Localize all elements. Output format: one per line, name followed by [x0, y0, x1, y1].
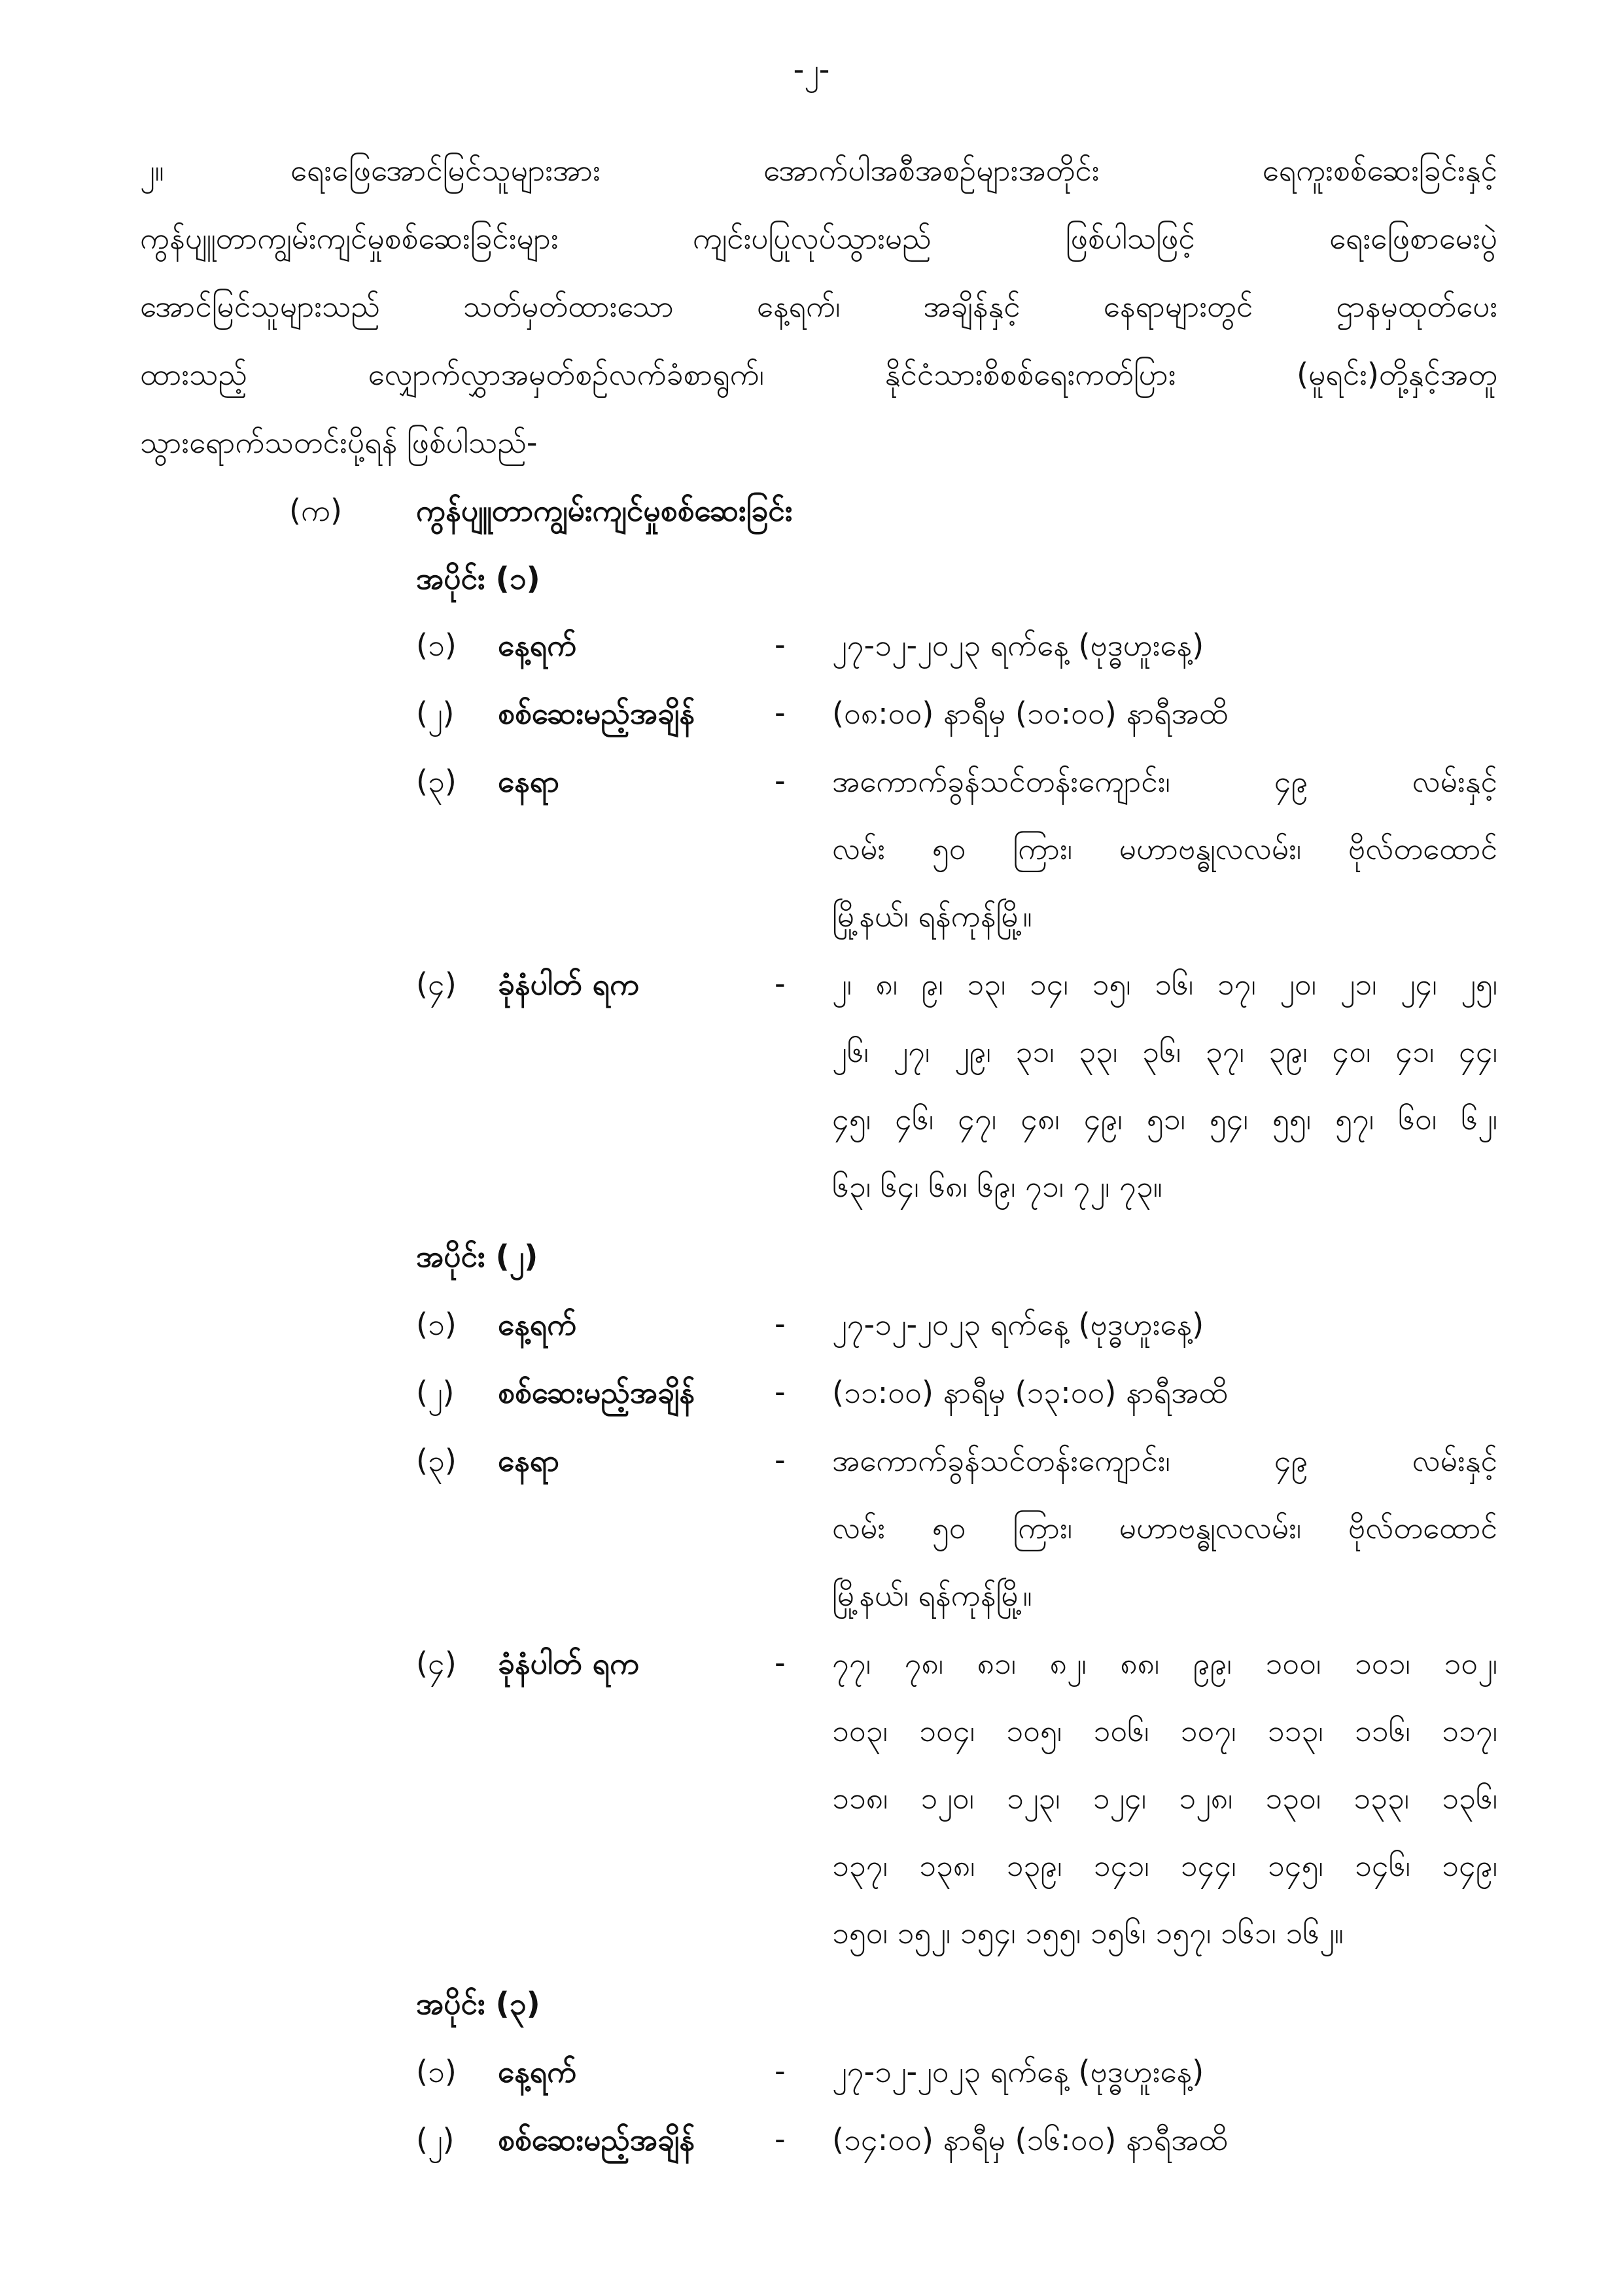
row-number: (၁) — [416, 627, 457, 663]
row-dash: - — [775, 1442, 786, 1477]
value-line: လမ်း ၅၀ ကြား၊ မဟာဗန္ဓုလလမ်း၊ ဗိုလ်တထောင် — [832, 1510, 1497, 1545]
row-label: နေ့ရက် — [498, 1307, 577, 1342]
row-value — [832, 695, 1497, 762]
row-value — [832, 966, 1497, 1235]
section-title: ကွန်ပျူတာကျွမ်းကျင်မှုစစ်ဆေးခြင်း — [416, 493, 793, 528]
value-line: မြို့နယ်၊ ရန်ကုန်မြို့။ — [832, 1578, 1032, 1613]
row-number: (၁) — [416, 1307, 457, 1342]
row-label: စစ်ဆေးမည့်အချိန် — [498, 2122, 695, 2157]
row-label: စစ်ဆေးမည့်အချိန် — [498, 696, 695, 731]
intro-line: အောင်မြင်သူများသည် သတ်မှတ်ထားသော နေ့ရက်၊ အချိန်နှင့် နေရာများတွင် ဌာနမှထုတ်ပေး — [140, 289, 1497, 324]
row-dash: - — [775, 2053, 786, 2089]
row-dash: - — [775, 966, 786, 1001]
row-dash: - — [775, 1374, 786, 1409]
page-number: -၂- — [793, 52, 830, 87]
row-label: နေရာ — [498, 764, 560, 799]
value-line: မြို့နယ်၊ ရန်ကုန်မြို့။ — [832, 898, 1032, 934]
row-dash: - — [775, 627, 786, 662]
intro-text: ရေးဖြေအောင်မြင်သူများအား အောက်ပါအစီအစဉ်များအတိုင်း ရေကူးစစ်ဆေးခြင်းနှင့် — [290, 152, 1497, 188]
section-label: (က) — [289, 493, 342, 528]
value-line: (၁၄:၀၀) နာရီမှ (၁၆:၀၀) နာရီအထိ — [832, 2122, 1228, 2157]
value-line: (၀၈:၀၀) နာရီမှ (၁၀:၀၀) နာရီအထိ — [832, 696, 1229, 731]
intro-line: ထားသည့် လျှောက်လွှာအမှတ်စဉ်လက်ခံစာရွက်၊ နိုင်ငံသားစိစစ်ရေးကတ်ပြား (မူရင်း)တို့နှင့်အတူ — [140, 357, 1497, 392]
row-value — [832, 1306, 1497, 1373]
row-value — [832, 1645, 1497, 1982]
row-number: (၂) — [416, 696, 455, 731]
value-line: ၂၆၊ ၂၇၊ ၂၉၊ ၃၁၊ ၃၃၊ ၃၆၊ ၃၇၊ ၃၉၊ ၄၀၊ ၄၁၊ ၄၄၊ — [832, 1034, 1497, 1069]
value-line: အကောက်ခွန်သင်တန်းကျောင်း၊ ၄၉ လမ်းနှင့် — [832, 1443, 1497, 1478]
value-line: ၂၇-၁၂-၂၀၂၃ ရက်နေ့ (ဗုဒ္ဓဟူးနေ့) — [832, 2054, 1204, 2089]
intro-line: သွားရောက်သတင်းပို့ရန် ဖြစ်ပါသည်- — [140, 425, 538, 460]
row-value — [832, 627, 1497, 694]
row-label: ခုံနံပါတ် ရက — [498, 966, 640, 1002]
row-value — [832, 1442, 1497, 1644]
row-dash: - — [775, 695, 786, 730]
row-dash: - — [775, 763, 786, 798]
row-label: နေ့ရက် — [498, 2054, 577, 2089]
value-line: ၇၇၊ ၇၈၊ ၈၁၊ ၈၂၊ ၈၈၊ ၉၉၊ ၁၀၀၊ ၁၀၁၊ ၁၀၂၊ — [832, 1646, 1497, 1681]
value-line: အကောက်ခွန်သင်တန်းကျောင်း၊ ၄၉ လမ်းနှင့် — [832, 764, 1497, 799]
part-title: အပိုင်း (၁) — [416, 561, 540, 596]
value-line: ၁၅၀၊ ၁၅၂၊ ၁၅၄၊ ၁၅၅၊ ၁၅၆၊ ၁၅၇၊ ၁၆၁၊ ၁၆၂။ — [832, 1915, 1344, 1951]
row-label: ခုံနံပါတ် ရက — [498, 1646, 640, 1681]
value-line: ၁၃၇၊ ၁၃၈၊ ၁၃၉၊ ၁၄၁၊ ၁၄၄၊ ၁၄၅၊ ၁၄၆၊ ၁၄၉၊ — [832, 1848, 1497, 1883]
part-title: အပိုင်း (၂) — [416, 1239, 538, 1274]
intro-line: ကွန်ပျူတာကျွမ်းကျင်မှုစစ်ဆေးခြင်းများ ကျင်းပပြုလုပ်သွားမည် ဖြစ်ပါသဖြင့် ရေးဖြေစာမေးပွဲ — [140, 221, 1497, 256]
value-line: ၆၃၊ ၆၄၊ ၆၈၊ ၆၉၊ ၇၁၊ ၇၂၊ ၇၃။ — [832, 1169, 1162, 1204]
row-label: နေရာ — [498, 1443, 560, 1478]
row-label: စစ်ဆေးမည့်အချိန် — [498, 1375, 695, 1410]
row-number: (၂) — [416, 1375, 455, 1410]
value-line: ၁၁၈၊ ၁၂၀၊ ၁၂၃၊ ၁၂၄၊ ၁၂၈၊ ၁၃၀၊ ၁၃၃၊ ၁၃၆၊ — [832, 1780, 1497, 1816]
row-dash: - — [775, 1645, 786, 1680]
value-line: ၂၇-၁၂-၂၀၂၃ ရက်နေ့ (ဗုဒ္ဓဟူးနေ့) — [832, 1307, 1204, 1342]
value-line: ၁၀၃၊ ၁၀၄၊ ၁၀၅၊ ၁၀၆၊ ၁၀၇၊ ၁၁၃၊ ၁၁၆၊ ၁၁၇၊ — [832, 1713, 1497, 1748]
row-number: (၄) — [416, 1646, 457, 1681]
row-number: (၃) — [416, 1443, 457, 1478]
row-number: (၁) — [416, 2054, 457, 2089]
paragraph-number: ၂။ — [140, 152, 164, 188]
row-value — [832, 2121, 1497, 2189]
value-line: ၂၊ ၈၊ ၉၊ ၁၃၊ ၁၄၊ ၁၅၊ ၁၆၊ ၁၇၊ ၂၀၊ ၂၁၊ ၂၄၊ ၂၅၊ — [832, 966, 1497, 1002]
value-line: လမ်း ၅၀ ကြား၊ မဟာဗန္ဓုလလမ်း၊ ဗိုလ်တထောင် — [832, 831, 1497, 866]
row-number: (၂) — [416, 2122, 455, 2157]
row-value — [832, 763, 1497, 965]
row-value — [832, 2053, 1497, 2121]
row-number: (၄) — [416, 966, 457, 1002]
row-dash: - — [775, 2121, 786, 2157]
value-line: ၂၇-၁၂-၂၀၂၃ ရက်နေ့ (ဗုဒ္ဓဟူးနေ့) — [832, 627, 1204, 663]
row-label: နေ့ရက် — [498, 627, 577, 663]
row-value — [832, 1374, 1497, 1441]
part-title: အပိုင်း (၃) — [416, 1986, 540, 2021]
row-number: (၃) — [416, 764, 457, 799]
row-dash: - — [775, 1306, 786, 1341]
value-line: (၁၁:၀၀) နာရီမှ (၁၃:၀၀) နာရီအထိ — [832, 1375, 1228, 1410]
value-line: ၄၅၊ ၄၆၊ ၄၇၊ ၄၈၊ ၄၉၊ ၅၁၊ ၅၄၊ ၅၅၊ ၅၇၊ ၆၀၊ ၆၂၊ — [832, 1101, 1497, 1137]
